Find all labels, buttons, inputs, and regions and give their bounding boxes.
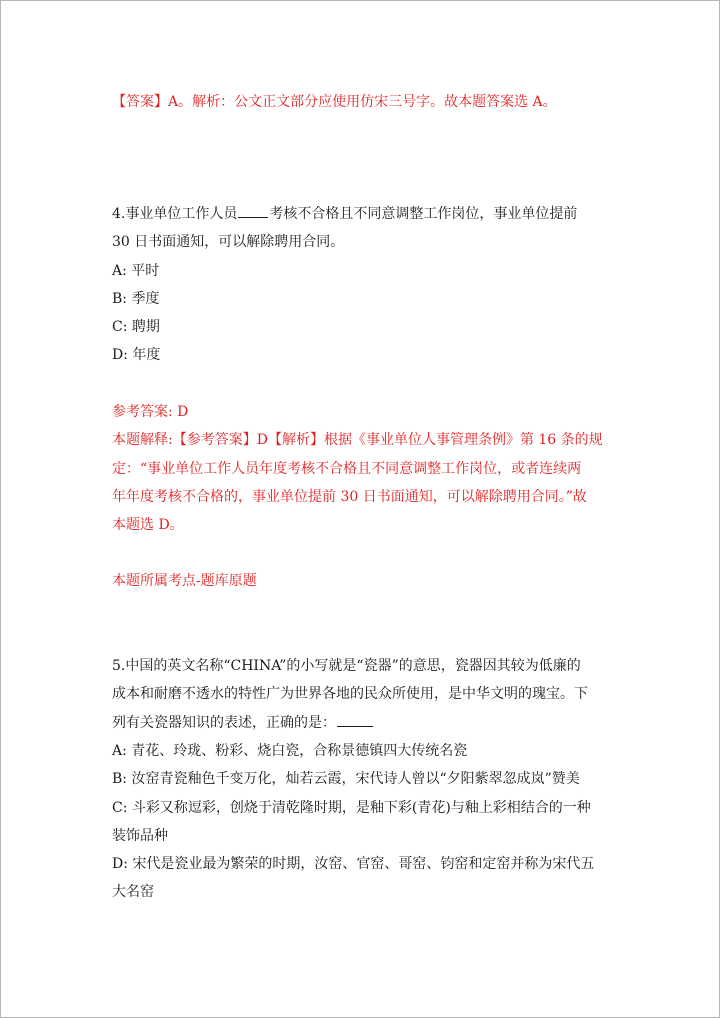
q4-option-b: B: 季度: [112, 291, 160, 307]
q4-stem-line1: [112, 200, 612, 228]
q5-stem-line3: [112, 709, 612, 737]
q5-stem-line1: 5.中国的英文名称“CHINA”的小写就是“瓷器”的意思，瓷器因其较为低廉的: [112, 658, 581, 674]
q4-explanation-line3: 年年度考核不合格的，事业单位提前 30 日书面通知，可以解除聘用合同。”故: [112, 489, 587, 505]
q4-option-d: D: 年度: [112, 347, 161, 363]
answer-blank: [238, 203, 268, 218]
q4-stem-part2: 考核不合格且不同意调整工作岗位，事业单位提前: [269, 206, 578, 222]
q5-stem-line2: 成本和耐磨不透水的特性广为世界各地的民众所使用，是中华文明的瑰宝。下: [112, 686, 588, 702]
q4-explanation-line1: 本题解释:【参考答案】D【解析】根据《事业单位人事管理条例》第 16 条的规: [112, 432, 603, 448]
q5-option-d-line1: D: 宋代是瓷业最为繁荣的时期，汝窑、官窑、哥窑、钧窑和定窑并称为宋代五: [112, 856, 595, 872]
q4-ref-answer: 参考答案: D: [112, 404, 189, 420]
q5-option-c-line2: 装饰品种: [112, 828, 168, 844]
q4-option-c: C: 聘期: [112, 319, 160, 335]
answer-blank: [337, 712, 373, 727]
q4-option-a: A: 平时: [112, 263, 160, 279]
q5-option-a: A: 青花、玲珑、粉彩、烧白瓷，合称景德镇四大传统名瓷: [112, 743, 468, 759]
q3-answer: 【答案】A。解析：公文正文部分应使用仿宋三号字。故本题答案选 A。: [112, 94, 557, 110]
q4-explanation-line4: 本题选 D。: [112, 517, 184, 533]
q5-option-c-line1: C: 斗彩又称逗彩，创烧于清乾隆时期，是釉下彩(青花)与釉上彩相结合的一种: [112, 800, 591, 816]
q4-stem-line2: 30 日书面通知，可以解除聘用合同。: [112, 234, 345, 250]
q5-option-b: B: 汝窑青瓷釉色千变万化，灿若云霞，宋代诗人曾以“夕阳紫翠忽成岚”赞美: [112, 771, 580, 787]
q5-option-d-line2: 大名窑: [112, 884, 154, 900]
q4-explanation-line2: 定：“事业单位工作人员年度考核不合格且不同意调整工作岗位，或者连续两: [112, 461, 582, 477]
q4-source: 本题所属考点-题库原题: [112, 573, 257, 589]
q5-stem-line3-text: 列有关瓷器知识的表述，正确的是：: [112, 715, 336, 731]
q4-stem-part1: 4.事业单位工作人员: [112, 206, 238, 222]
